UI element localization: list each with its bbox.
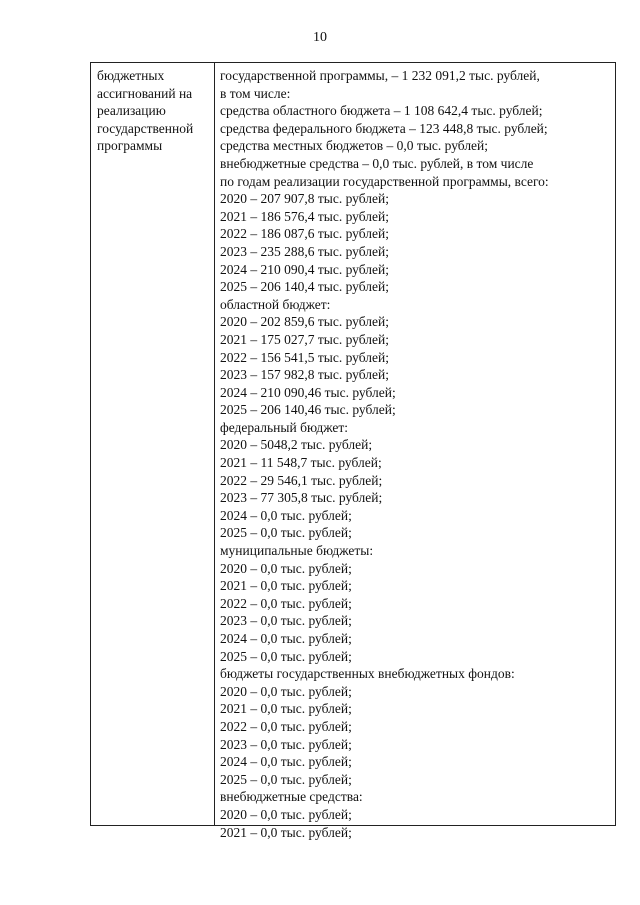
funding-line: 2025 – 206 140,4 тыс. рублей; [220,279,389,295]
funding-line: в том числе: [220,85,291,101]
funding-line: 2020 – 207 907,8 тыс. рублей; [220,191,389,207]
funding-line: 2021 – 186 576,4 тыс. рублей; [220,208,389,224]
funding-line: 2020 – 5048,2 тыс. рублей; [220,437,373,453]
funding-line: 2020 – 0,0 тыс. рублей; [220,560,352,576]
funding-line: 2021 – 0,0 тыс. рублей; [220,578,352,594]
funding-line: 2023 – 0,0 тыс. рублей; [220,736,352,752]
funding-line: средства федерального бюджета – 123 448,8 тыс. рублей; [220,120,548,136]
funding-line: 2022 – 0,0 тыс. рублей; [220,595,352,611]
funding-line: 2021 – 0,0 тыс. рублей; [220,824,352,840]
funding-line: 2020 – 0,0 тыс. рублей; [220,683,352,699]
funding-line: 2023 – 77 305,8 тыс. рублей; [220,490,383,506]
funding-line: 2022 – 29 546,1 тыс. рублей; [220,472,383,488]
funding-line: 2024 – 210 090,46 тыс. рублей; [220,384,396,400]
funding-line: 2025 – 0,0 тыс. рублей; [220,525,352,541]
row-header-line: государственной [97,120,194,136]
funding-line: федеральный бюджет: [220,419,348,435]
funding-line: 2025 – 206 140,46 тыс. рублей; [220,402,396,418]
row-header-line: программы [97,138,163,154]
page-number: 10 [313,30,327,45]
funding-line: 2021 – 175 027,7 тыс. рублей; [220,331,389,347]
funding-line: бюджеты государственных внебюджетных фондов: [220,666,515,682]
row-header-line: ассигнований на [97,85,193,101]
funding-line: 2023 – 0,0 тыс. рублей; [220,613,352,629]
funding-line: средства областного бюджета – 1 108 642,4 тыс. рублей; [220,103,543,119]
funding-line: государственной программы, – 1 232 091,2 тыс. рублей, [220,68,540,83]
row-header-line: реализацию [97,103,166,119]
funding-line: 2025 – 0,0 тыс. рублей; [220,771,352,787]
funding-line: 2022 – 186 087,6 тыс. рублей; [220,226,389,242]
funding-line: 2022 – 156 541,5 тыс. рублей; [220,349,389,365]
funding-line: муниципальные бюджеты: [220,543,374,559]
funding-line: 2020 – 0,0 тыс. рублей; [220,806,352,822]
funding-line: внебюджетные средства – 0,0 тыс. рублей, в том числе [220,155,534,171]
funding-line: 2024 – 0,0 тыс. рублей; [220,507,352,523]
funding-line: 2024 – 210 090,4 тыс. рублей; [220,261,389,277]
funding-line: 2021 – 0,0 тыс. рублей; [220,701,352,717]
funding-line: 2025 – 0,0 тыс. рублей; [220,648,352,664]
funding-details-cell [215,63,615,840]
funding-line: 2021 – 11 548,7 тыс. рублей; [220,455,382,471]
funding-line: 2023 – 157 982,8 тыс. рублей; [220,367,389,383]
funding-line: 2023 – 235 288,6 тыс. рублей; [220,243,389,259]
row-header-cell [91,63,215,825]
funding-line: 2022 – 0,0 тыс. рублей; [220,718,352,734]
funding-line: средства местных бюджетов – 0,0 тыс. рублей; [220,138,489,154]
funding-line: 2020 – 202 859,6 тыс. рублей; [220,314,389,330]
funding-line: областной бюджет: [220,296,331,312]
funding-line: 2024 – 0,0 тыс. рублей; [220,631,352,646]
budget-table [90,62,616,840]
row-header-line: бюджетных [97,68,165,83]
funding-line: по годам реализации государственной программы, всего: [220,173,549,189]
funding-line: 2024 – 0,0 тыс. рублей; [220,754,352,770]
funding-line: внебюджетные средства: [220,789,363,805]
